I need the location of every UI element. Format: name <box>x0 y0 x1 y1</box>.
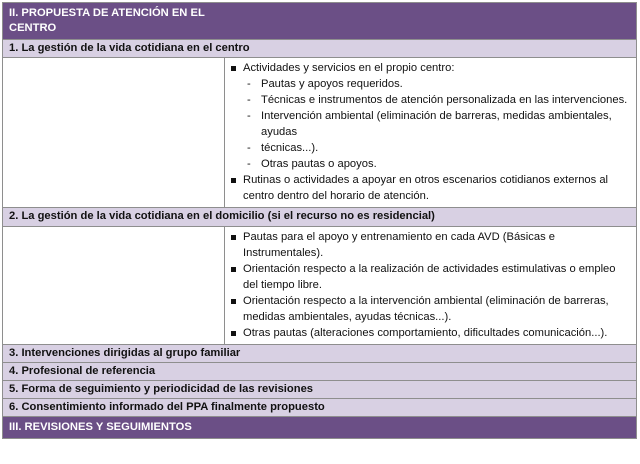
section-header-revisiones: III. REVISIONES Y SEGUIMIENTOS <box>3 417 637 439</box>
content-cell-domicilio <box>225 227 637 345</box>
section-title-vida-cotidiana-centro: 1. La gestión de la vida cotidiana en el centro <box>3 40 637 58</box>
sub-list-item: - Intervención ambiental (eliminación de barreras, medidas ambientales, ayudas <box>247 108 632 140</box>
list-item: Rutinas o actividades a apoyar en otros escenarios cotidianos externos al centro dentro del horario de atención. <box>229 172 632 204</box>
section-title-consentimiento: 6. Consentimiento informado del PPA finalmente propuesto <box>3 399 637 417</box>
sub-list-item: - Técnicas e instrumentos de atención personalizada en las intervenciones. <box>247 92 632 108</box>
section-title-grupo-familiar: 3. Intervenciones dirigidas al grupo familiar <box>3 345 637 363</box>
content-cell-centro <box>225 58 637 208</box>
section-header-propuesta <box>3 3 637 40</box>
section-title-seguimiento: 5. Forma de seguimiento y periodicidad de las revisiones <box>3 381 637 399</box>
left-empty-cell <box>3 227 225 345</box>
list-item: Otras pautas (alteraciones comportamiento, dificultades comunicación...). <box>229 325 632 341</box>
main-header-text: II. PROPUESTA DE ATENCIÓN EN EL CENTRO <box>9 7 205 34</box>
list-item: Orientación respecto a la realización de actividades estimulativas o empleo del tiempo libre. <box>229 261 632 293</box>
bullet-list <box>229 60 632 204</box>
list-item: Orientación respecto a la intervención ambiental (eliminación de barreras, medidas ambientales, ayudas técnicas...). <box>229 293 632 325</box>
left-empty-cell <box>3 58 225 208</box>
list-item: Pautas para el apoyo y entrenamiento en cada AVD (Básicas e Instrumentales). <box>229 229 632 261</box>
sub-list-item: - técnicas...). <box>247 140 632 156</box>
bullet-list <box>229 229 632 341</box>
ppa-table <box>2 2 637 439</box>
section-title-profesional-referencia: 4. Profesional de referencia <box>3 363 637 381</box>
bullet-text: Actividades y servicios en el propio centro: <box>243 62 455 74</box>
sub-list-item: - Otras pautas o apoyos. <box>247 156 632 172</box>
section-title-vida-cotidiana-domicilio: 2. La gestión de la vida cotidiana en el domicilio (si el recurso no es residencial) <box>3 208 637 227</box>
sub-list-item: - Pautas y apoyos requeridos. <box>247 76 632 92</box>
list-item <box>229 60 632 172</box>
sub-list <box>243 76 632 172</box>
